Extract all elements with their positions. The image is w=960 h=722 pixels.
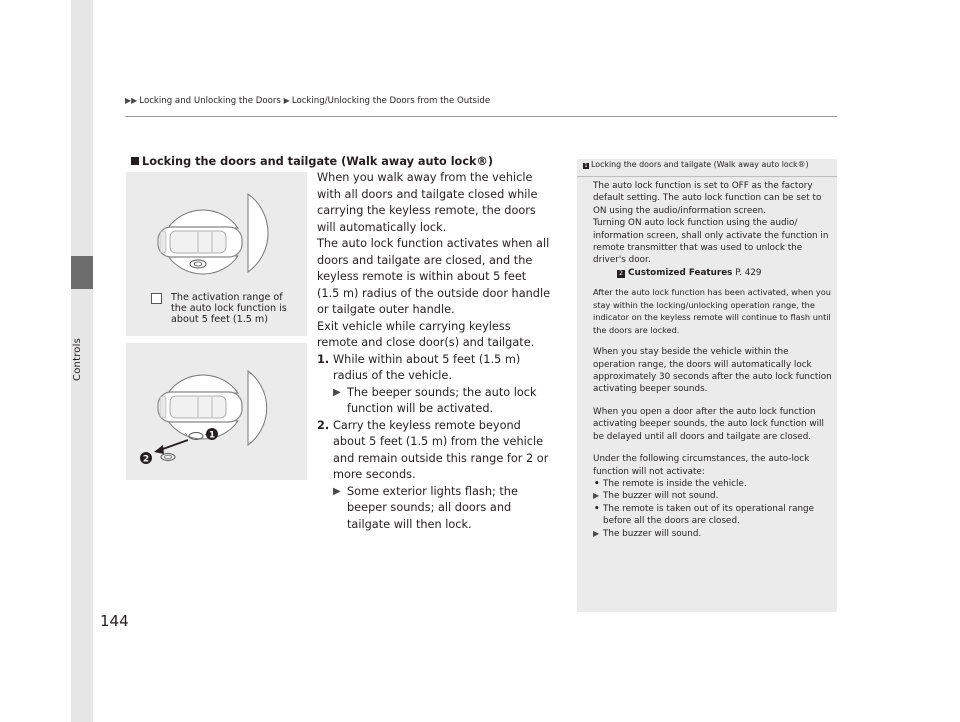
bullet-result <box>593 528 833 540</box>
note-body <box>593 177 833 540</box>
callout-2-icon <box>140 452 152 465</box>
result-arrow-icon: ▶ <box>593 491 600 501</box>
cross-reference[interactable] <box>593 267 833 279</box>
note-paragraph: The auto lock function is set to OFF as the factory default setting. The auto lock function can be set to ON using the audio/information screen. <box>593 181 822 216</box>
breadcrumb-item-1[interactable]: Locking and Unlocking the Doors <box>139 96 281 106</box>
car-top-view-icon <box>158 392 242 422</box>
note-title <box>583 160 809 169</box>
breadcrumb-item-2[interactable]: Locking/Unlocking the Doors from the Outside <box>291 96 491 106</box>
intro-paragraph: When you walk away from the vehicle with all doors and tailgate closed while carrying the keyless remote, the doors will automatically lock. <box>317 171 538 234</box>
bullet-dot-icon: • <box>594 503 600 514</box>
note-paragraph: Under the following circumstances, the auto-lock function will not activate: <box>593 454 810 477</box>
legend-line: about 5 feet (1.5 m) <box>171 314 269 325</box>
step-number: 2. <box>317 418 330 432</box>
callout-2-label: 2 <box>142 454 150 465</box>
legend-line: the auto lock function is <box>171 303 287 314</box>
note-title-text: Locking the doors and tailgate (Walk away auto lock®) <box>591 160 809 169</box>
sidebar-tab-marker <box>71 256 93 289</box>
callout-1-label: 1 <box>208 430 216 441</box>
note-paragraph: After the auto lock function has been activated, when you stay within the locking/unlocking operation range, the indicator on the keyless remote will continue to flash until the doors are locked. <box>593 287 831 335</box>
intro-paragraph: The auto lock function activates when all doors and tailgate are closed, and the keyless remote is within about 5 feet (1.5 m) radius of the outside door handle or tailgate outer handle. <box>317 237 551 316</box>
result-arrow-icon: ▶ <box>333 485 341 497</box>
xref-label[interactable]: Customized Features <box>628 267 733 278</box>
step-result <box>317 484 552 534</box>
note-bullet <box>593 503 833 528</box>
legend-line: The activation range of <box>171 292 283 303</box>
intro-paragraph: Exit vehicle while carrying keyless remote and close door(s) and tailgate. <box>317 319 535 349</box>
note-bullet <box>593 478 833 490</box>
step-text: While within about 5 feet (1.5 m) radius of the vehicle. <box>333 352 521 382</box>
step-item <box>317 418 552 484</box>
breadcrumb <box>125 96 490 106</box>
step-result-text: The beeper sounds; the auto lock function will be activated. <box>347 385 537 415</box>
cross-reference-icon: 2 <box>617 270 625 278</box>
keyless-remote-icon <box>161 454 175 461</box>
bullet-text: The remote is taken out of its operational range before all the doors are closed. <box>603 503 815 527</box>
breadcrumb-arrow-icon: ▶ <box>283 96 290 105</box>
page-number: 144 <box>100 612 129 630</box>
note-marker-icon: 1 <box>584 163 588 169</box>
section-heading <box>131 155 493 168</box>
note-paragraph: Turning ON auto lock function using the audio/ information screen, shall only activate the function in remote transmitter that was used to unlock the driver's door. <box>593 218 829 266</box>
result-arrow-icon: ▶ <box>593 528 600 538</box>
step-result <box>317 385 552 418</box>
bullet-result-text: The buzzer will sound. <box>603 528 702 539</box>
result-arrow-icon: ▶ <box>333 386 341 398</box>
figure-walk-away-svg <box>126 343 307 480</box>
bullet-result <box>593 490 833 502</box>
sidebar-label: Controls <box>72 338 83 381</box>
bullet-text: The remote is inside the vehicle. <box>603 478 747 489</box>
header-divider <box>125 116 837 117</box>
note-paragraph: When you open a door after the auto lock function activating beeper sounds, the auto lock function will be delayed until all doors and tailgate are closed. <box>593 406 824 442</box>
breadcrumb-arrow-icon: ▶▶ <box>125 96 138 105</box>
step-text: Carry the keyless remote beyond about 5 feet (1.5 m) from the vehicle and remain outside this range for 2 or more seconds. <box>333 418 549 481</box>
walk-direction-arrow-icon <box>154 440 188 454</box>
heading-square-icon <box>131 157 139 165</box>
legend-text <box>171 292 287 325</box>
step-item <box>317 352 552 385</box>
figure-walk-away <box>126 343 307 480</box>
bullet-dot-icon: • <box>594 478 600 489</box>
step-number: 1. <box>317 352 330 366</box>
note-paragraph: When you stay beside the vehicle within the operation range, the doors will automatically lock approximately 30 seconds after the auto lock function activating beeper sounds. <box>593 347 832 395</box>
main-text <box>317 170 552 533</box>
section-heading-text: Locking the doors and tailgate (Walk away auto lock®) <box>142 155 493 168</box>
car-top-view-icon <box>158 227 242 257</box>
legend-swatch <box>151 293 162 304</box>
xref-page: P. 429 <box>735 267 762 278</box>
step-result-text: Some exterior lights flash; the beeper sounds; all doors and tailgate will then lock. <box>347 484 518 531</box>
bullet-result-text: The buzzer will not sound. <box>603 491 719 502</box>
